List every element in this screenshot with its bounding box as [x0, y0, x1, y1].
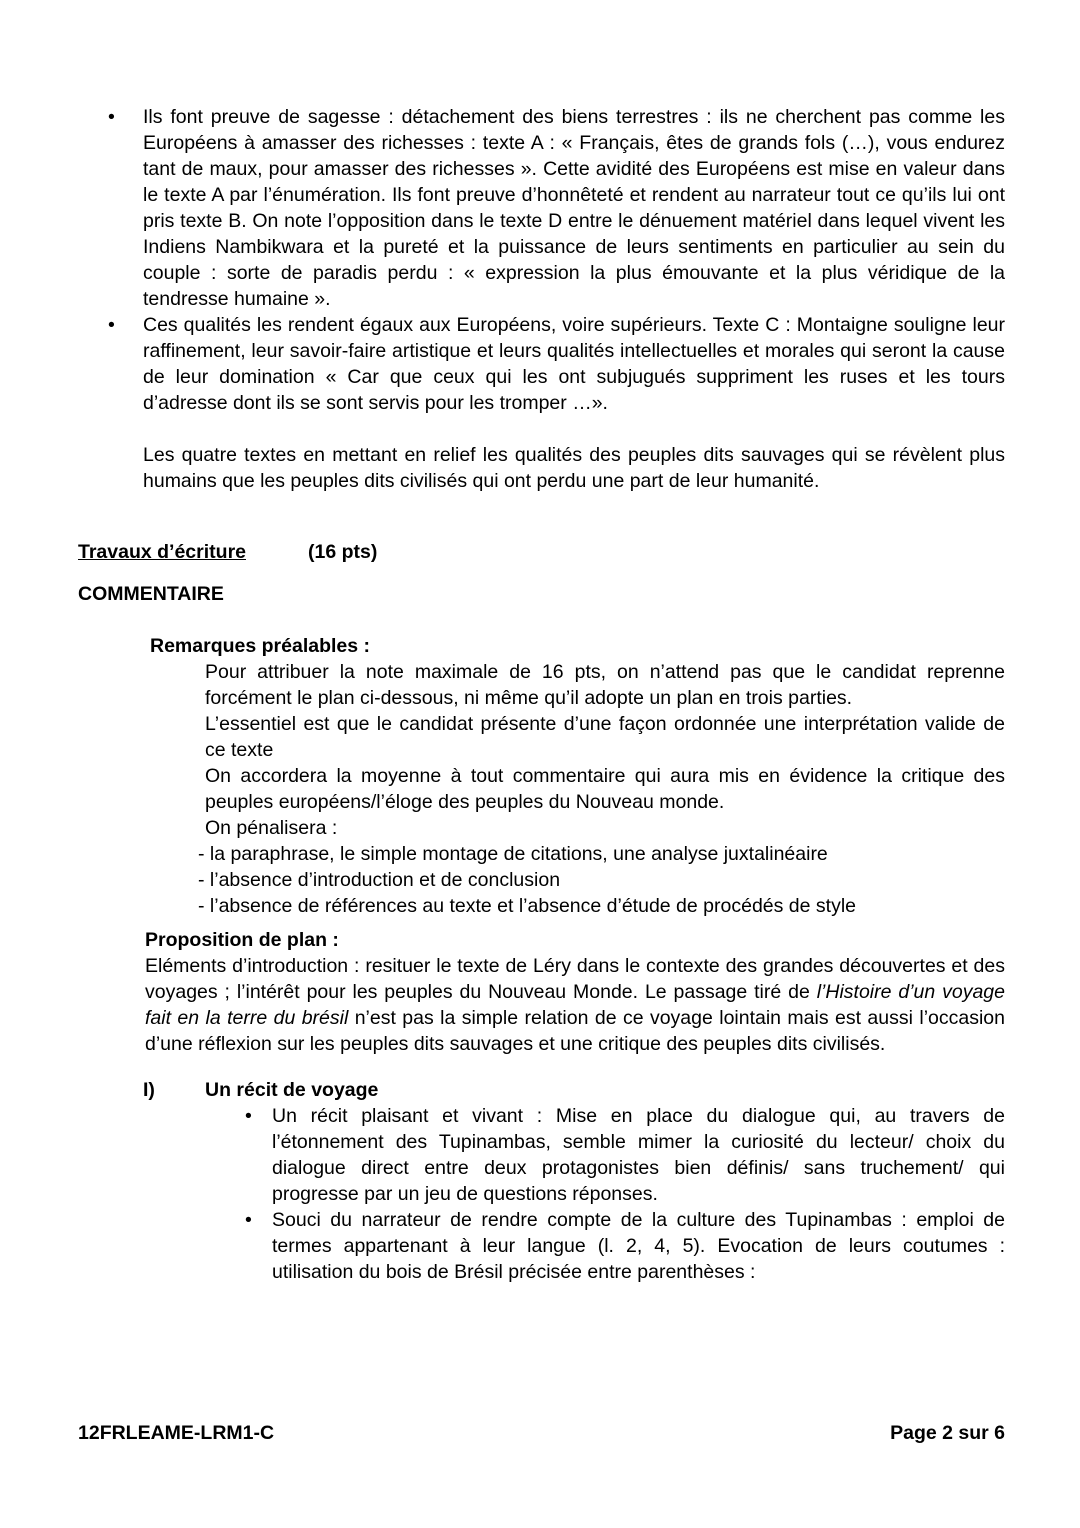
footer-reference: 12FRLEAME-LRM1-C — [78, 1422, 275, 1444]
plan-bullet-item — [245, 1207, 1005, 1285]
plan-bullet-item — [245, 1103, 1005, 1207]
remark-paragraph: On accordera la moyenne à tout commentaire qui aura mis en évidence la critique des peuples européens/l’éloge des peuples du Nouveau monde. — [205, 765, 1005, 813]
remark-paragraph: On pénalisera : — [205, 817, 338, 839]
part-heading — [143, 1077, 1005, 1103]
penalty-item: - la paraphrase, le simple montage de citations, une analyse juxtalinéaire — [198, 843, 828, 865]
page-content — [78, 104, 1005, 1285]
penalty-item: - l’absence d’introduction et de conclusion — [198, 869, 561, 891]
part-title: Un récit de voyage — [205, 1079, 379, 1101]
penalty-item: - l’absence de références au texte et l’absence d’étude de procédés de style — [198, 895, 857, 917]
part-numeral: I) — [143, 1079, 155, 1101]
plan-heading: Proposition de plan : — [145, 929, 339, 951]
bullet-text: Ces qualités les rendent égaux aux Européens, voire supérieurs. Texte C : Montaigne souligne leur raffinement, leur savoir-faire artistique et leurs qualités intellectuelles et morales qui seront la cause de leur domination « Car que ceux qui les ont subjugués suppriment les ruses et les tours d’adresse dont ils se sont servis pour les tromper …». — [143, 314, 1005, 414]
bullet-icon — [78, 104, 143, 312]
qualities-bullet-item — [78, 104, 1005, 312]
penalties-list — [198, 841, 1005, 919]
footer-page-number: Page 2 sur 6 — [890, 1422, 1005, 1444]
remarques-heading: Remarques préalables : — [150, 635, 371, 657]
remark-paragraph: Pour attribuer la note maximale de 16 pts, on n’attend pas que le candidat reprenne forcément le plan ci-dessous, ni même qu’il adopte un plan en trois parties. — [205, 661, 1005, 709]
bullet-icon — [245, 1103, 272, 1207]
commentaire-heading: COMMENTAIRE — [78, 583, 224, 605]
plan-intro-text: Eléments d’introduction : resituer le texte de Léry dans le contexte des grandes découvertes et des voyages ; l’intérêt pour les peuples du Nouveau Monde. Le passage tiré de — [145, 955, 1005, 1003]
bullet-icon — [78, 312, 143, 416]
plan-intro-paragraph — [145, 953, 1005, 1057]
bullet-text: Un récit plaisant et vivant : Mise en place du dialogue qui, au travers de l’étonnement des Tupinambas, semble mimer la curiosité du lecteur/ choix du dialogue direct entre deux protagonistes bien définis/ sans truchement/ qui progresse par un jeu de questions réponses. — [272, 1105, 1005, 1205]
synthesis-paragraph: Les quatre textes en mettant en relief les qualités des peuples dits sauvages qui se révèlent plus humains que les peuples dits civilisés qui ont perdu une part de leur humanité. — [143, 444, 1005, 492]
travaux-heading-row — [78, 539, 1005, 565]
qualities-bullet-item — [78, 312, 1005, 416]
bullet-icon — [245, 1207, 272, 1285]
bullet-text: Souci du narrateur de rendre compte de la culture des Tupinambas : emploi de termes appartenant à leur langue (l. 2, 4, 5). Evocation de leurs coutumes : utilisation du bois de Brésil précisée entre parenthèses : — [272, 1209, 1005, 1283]
page-footer — [78, 1420, 1005, 1446]
travaux-title: Travaux d’écriture — [78, 541, 246, 563]
bullet-text: Ils font preuve de sagesse : détachement des biens terrestres : ils ne cherchent pas comme les Européens à amasser des richesses : texte A : « Français, êtes de grands fols (…), vous endurez tant de maux, pour amasser des richesses ». Cette avidité des Européens est mise en valeur dans le texte A par l’énumération. Ils font preuve d’honnêteté et rendent au narrateur tout ce qu’ils lui ont pris texte B. On note l’opposition dans le texte D entre le dénuement matériel dans lequel vivent les Indiens Nambikwara et la pureté et la puissance de leurs sentiments en particulier au sein du couple : sorte de paradis perdu : « expression la plus émouvante et la plus véridique de la tendresse humaine ». — [143, 106, 1005, 310]
travaux-points: (16 pts) — [308, 541, 378, 563]
remarques-block — [205, 659, 1005, 841]
plan-intro-text: n’est pas la simple relation de ce voyage lointain mais est aussi l’occasion d’une réflexion sur les peuples dits sauvages et une critique des peuples dits civilisés. — [145, 1007, 1005, 1055]
work-title-italic: l’Histoire d’un voyage fait en la terre du brésil — [145, 981, 1005, 1029]
remark-paragraph: L’essentiel est que le candidat présente d’une façon ordonnée une interprétation valide de ce texte — [205, 713, 1005, 761]
